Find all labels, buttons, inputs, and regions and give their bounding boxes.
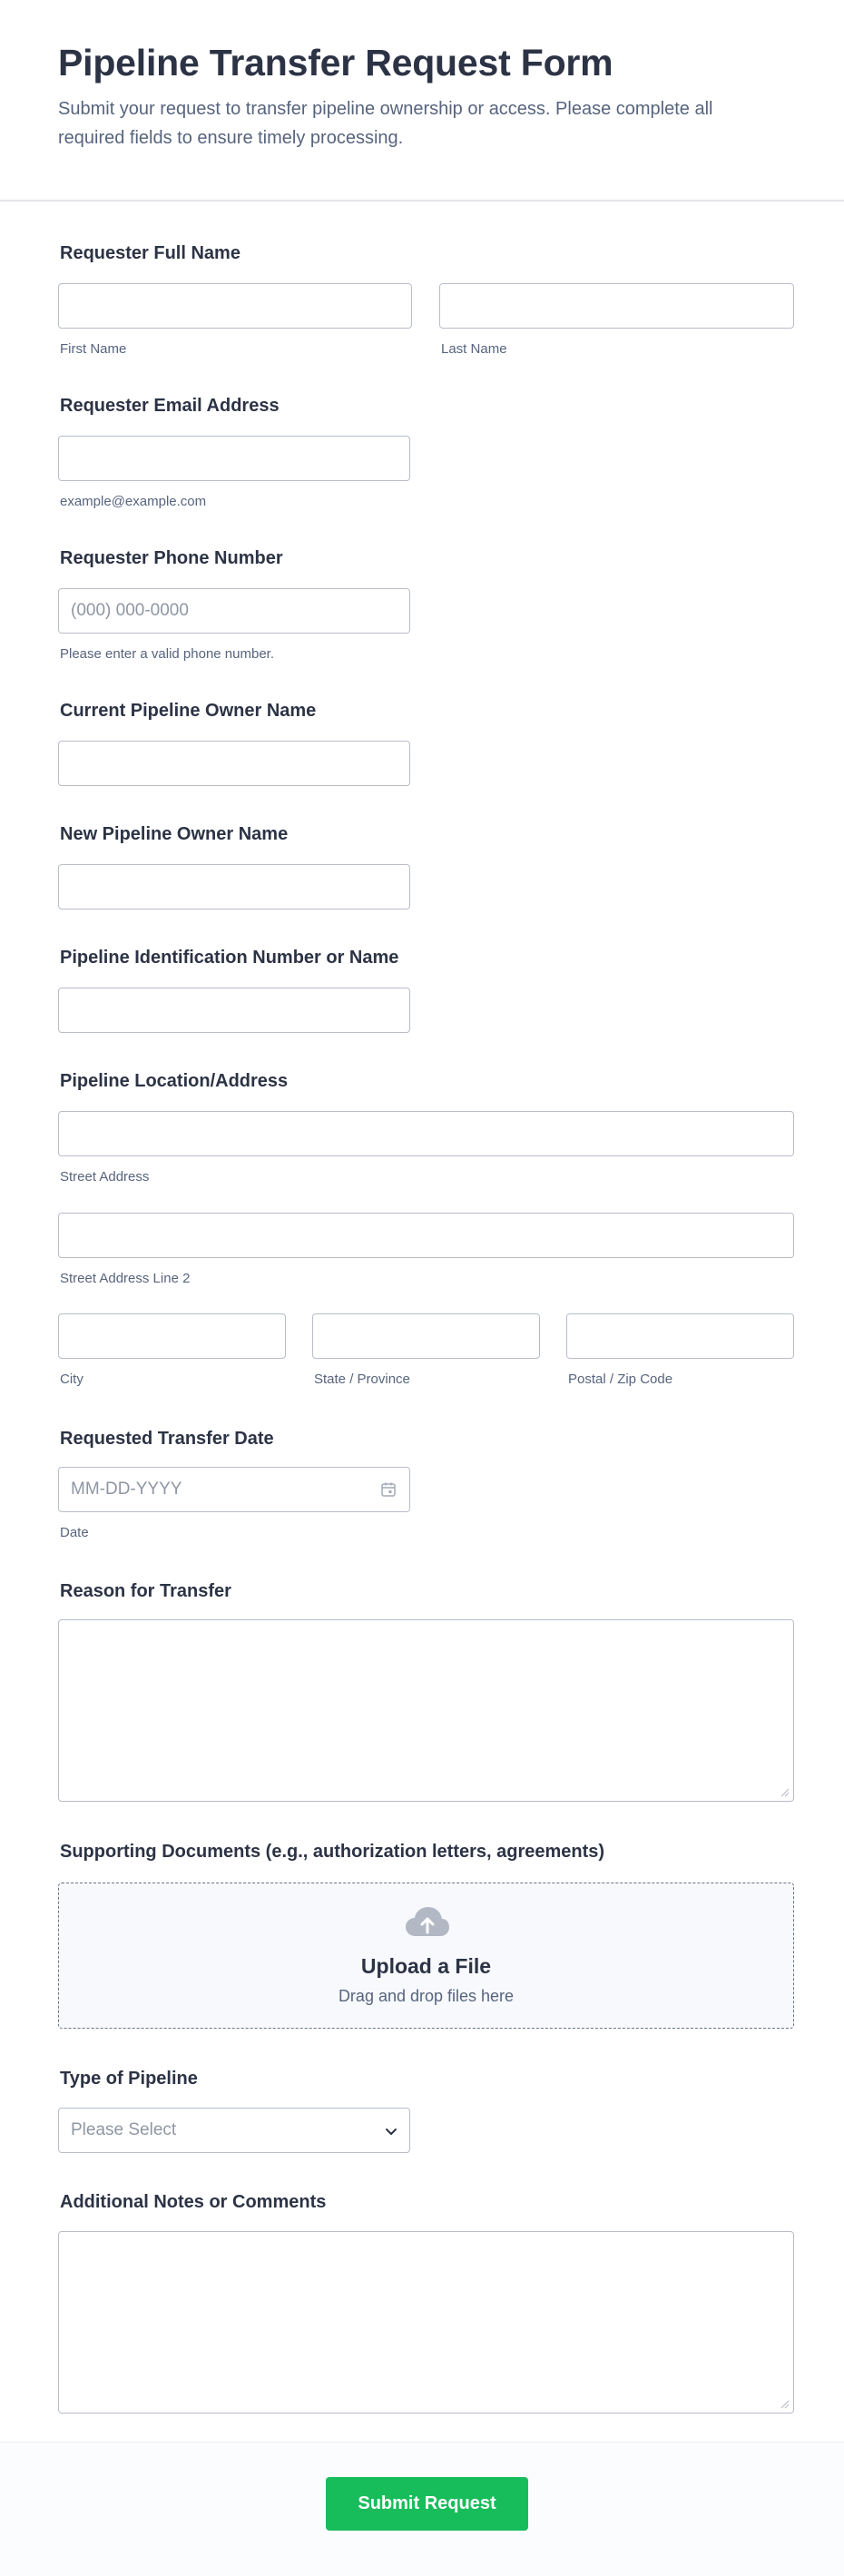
new-owner-label: New Pipeline Owner Name [60,824,289,844]
street-address-input[interactable] [58,1111,794,1156]
pipeline-type-selected: Please Select [71,2120,177,2139]
state-input[interactable] [312,1313,540,1359]
transfer-date-label: Requested Transfer Date [60,1429,274,1449]
email-input[interactable] [58,436,410,481]
chevron-down-icon [384,2124,398,2138]
street-address-line2-sublabel: Street Address Line 2 [60,1271,191,1286]
form-footer [0,2442,844,2576]
current-owner-input[interactable] [58,741,410,786]
transfer-date-sublabel: Date [60,1525,89,1540]
first-name-input[interactable] [58,283,412,329]
documents-label: Supporting Documents (e.g., authorization letters, agreements) [60,1842,605,1862]
current-owner-label: Current Pipeline Owner Name [60,701,317,721]
cloud-upload-icon [404,1905,451,1940]
street-address-sublabel: Street Address [60,1169,150,1185]
file-upload-dropzone[interactable] [58,1883,794,2029]
notes-label: Additional Notes or Comments [60,2192,327,2212]
calendar-icon[interactable] [380,1481,397,1498]
email-label: Requester Email Address [60,396,280,416]
phone-input[interactable] [58,588,410,634]
last-name-input[interactable] [439,283,794,329]
form-title: Pipeline Transfer Request Form [58,42,613,84]
phone-label: Requester Phone Number [60,548,283,568]
resize-grip-icon[interactable] [780,2400,790,2409]
street-address-line2-input[interactable] [58,1213,794,1258]
pipeline-id-input[interactable] [58,988,410,1033]
last-name-sublabel: Last Name [441,341,507,357]
city-input[interactable] [58,1313,286,1359]
zip-sublabel: Postal / Zip Code [568,1372,673,1387]
city-sublabel: City [60,1372,83,1387]
notes-textarea[interactable] [58,2231,794,2414]
form-subtitle: Submit your request to transfer pipeline ownership or access. Please complete all required fields to ensure timely processing. [58,99,713,148]
new-owner-input[interactable] [58,864,410,909]
resize-grip-icon[interactable] [780,1788,790,1797]
first-name-sublabel: First Name [60,341,127,357]
transfer-date-placeholder: MM-DD-YYYY [71,1480,182,1499]
reason-label: Reason for Transfer [60,1581,231,1601]
pipeline-type-select[interactable] [58,2108,410,2153]
email-sublabel: example@example.com [60,494,207,509]
phone-placeholder: (000) 000-0000 [71,601,189,620]
reason-textarea[interactable] [58,1619,794,1802]
zip-input[interactable] [566,1313,794,1359]
pipeline-type-label: Type of Pipeline [60,2069,198,2089]
location-label: Pipeline Location/Address [60,1071,289,1091]
upload-title: Upload a File [360,1954,492,1978]
state-sublabel: State / Province [314,1372,410,1387]
upload-subtitle: Drag and drop files here [338,1987,515,2005]
submit-button[interactable]: Submit Request [326,2477,528,2531]
full-name-label: Requester Full Name [60,243,240,263]
pipeline-id-label: Pipeline Identification Number or Name [60,948,399,968]
transfer-date-input[interactable] [58,1467,410,1512]
phone-sublabel: Please enter a valid phone number. [60,646,274,662]
form-header [0,0,844,202]
